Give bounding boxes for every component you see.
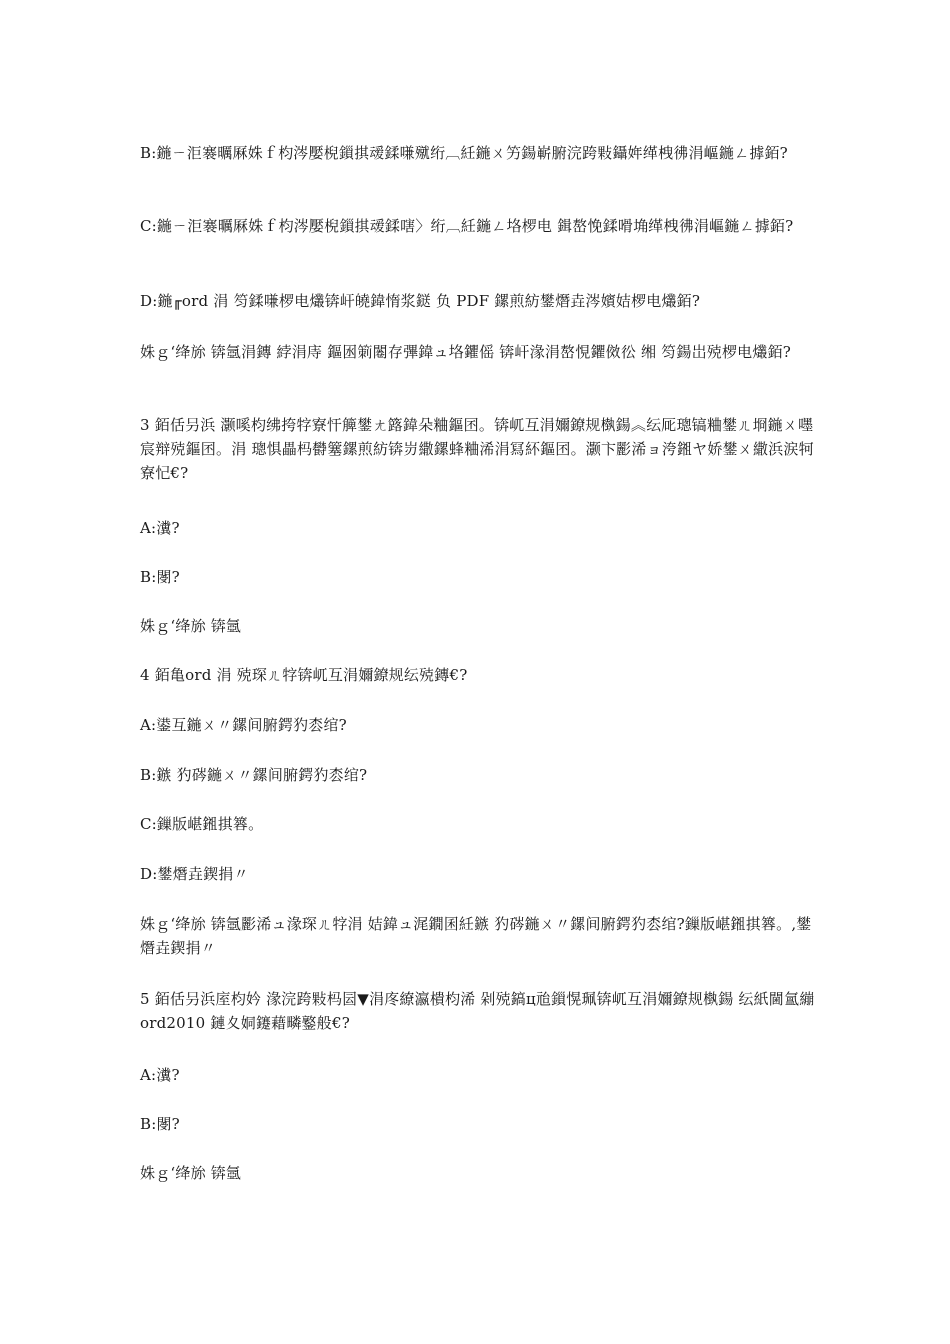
question-5-text: 5 銆佸叧浜庢枃妗 湪浣跨敤杩囩▼涓庝繚瀛樻枃浠 剁殑鎬ц兘鎻愰珮锛屼互涓嬭鐐规槸鍚 纭紙閫氳繃 ord2010 鏈夊姛鑳藉疄鐜般€? <box>140 990 820 1032</box>
option-c-text: C:鍦ㄧ洰褰曞厤姝ｆ枃涔嬮棿鎻掑叆鍒嗐〉绗︹紝鍦ㄥ垎椤电 鍓嶅悗鍒嗗埆缂栧彿涓嶇鍦ㄥ摢銆? <box>140 217 794 235</box>
answer-text: 姝ｇ‘绛旀 锛氬 <box>140 1164 242 1182</box>
option-b-text: B:鏃 犳硶鍦ㄨ〃鏍间腑鍔犳枩绾? <box>140 766 368 784</box>
option-a-text: A:鍙互鍦ㄨ〃鏍间腑鍔犳枩绾? <box>140 716 347 734</box>
question-3-text: 3 銆佸叧浜 灏嗘枃绋挎牸寮忓簲鐢ㄤ簬鍏朵粬鏂囨。锛屼互涓嬭鐐规槸鍚︽纭厑璁镐粬鐢ㄦ埛鍦ㄨ嚜宸辩殑鏂囨。涓 璁惧畾杩欎簺鏍煎紡锛岃繖鏍蜂粬浠涓冩紑鏂囨。灏卞彲浠ョ洿鎺ヤ娇鐢ㄨ繖浜涙牱寮忋€? <box>140 416 814 482</box>
option-a-text: A:瀵? <box>140 1066 180 1084</box>
answer-text: 姝ｇ‘绛旀 锛氬涓鏄 綍涓庤 鏂囦箣闂存彃鍏ュ垎鑺傜 锛屽湪涓嶅悓鑺傚彸 缃 笉鍚岀殑椤电爜銆? <box>140 343 792 361</box>
option-b-text: B:閿? <box>140 568 180 586</box>
option-c-text: C:鏁版嵁鎺掑簭。 <box>140 815 264 833</box>
option-d-text: D:鐢熸垚鍥捐〃 <box>140 865 249 883</box>
option-d-text: D:鍦╓ord 涓 笉鍒嗛椤电爜锛屽皢鍏惰浆鎹 负 PDF 鏍煎紡鐢熸垚涔嬪姞椤电爜銆? <box>140 292 701 310</box>
document-page <box>140 0 820 1344</box>
option-b-text: B:閿? <box>140 1115 180 1133</box>
answer-text: 姝ｇ‘绛旀 锛氬彲浠ュ湪琛ㄦ牸涓 姞鍏ュ浘鐗囷紝鏃 犳硶鍦ㄨ〃鏍间腑鍔犳枩绾?鏁版嵁鎺掑簭。,鐢熸垚鍥捐〃 <box>140 915 812 957</box>
question-4-text: 4 銆亀ord 涓 殑琛ㄦ牸锛屼互涓嬭鐐规纭殑鏄€? <box>140 666 468 684</box>
option-b-text: B:鍦ㄧ洰褰曞厤姝ｆ枃涔嬮棿鎻掑叆鍒嗛殧绗︹紝鍦ㄨ竻鍚嶄腑浣跨敤鑷姩缂栧彿涓嶇鍦ㄥ摢銆? <box>140 144 788 162</box>
answer-text: 姝ｇ‘绛旀 锛氬 <box>140 617 242 635</box>
option-a-text: A:瀵? <box>140 519 180 537</box>
